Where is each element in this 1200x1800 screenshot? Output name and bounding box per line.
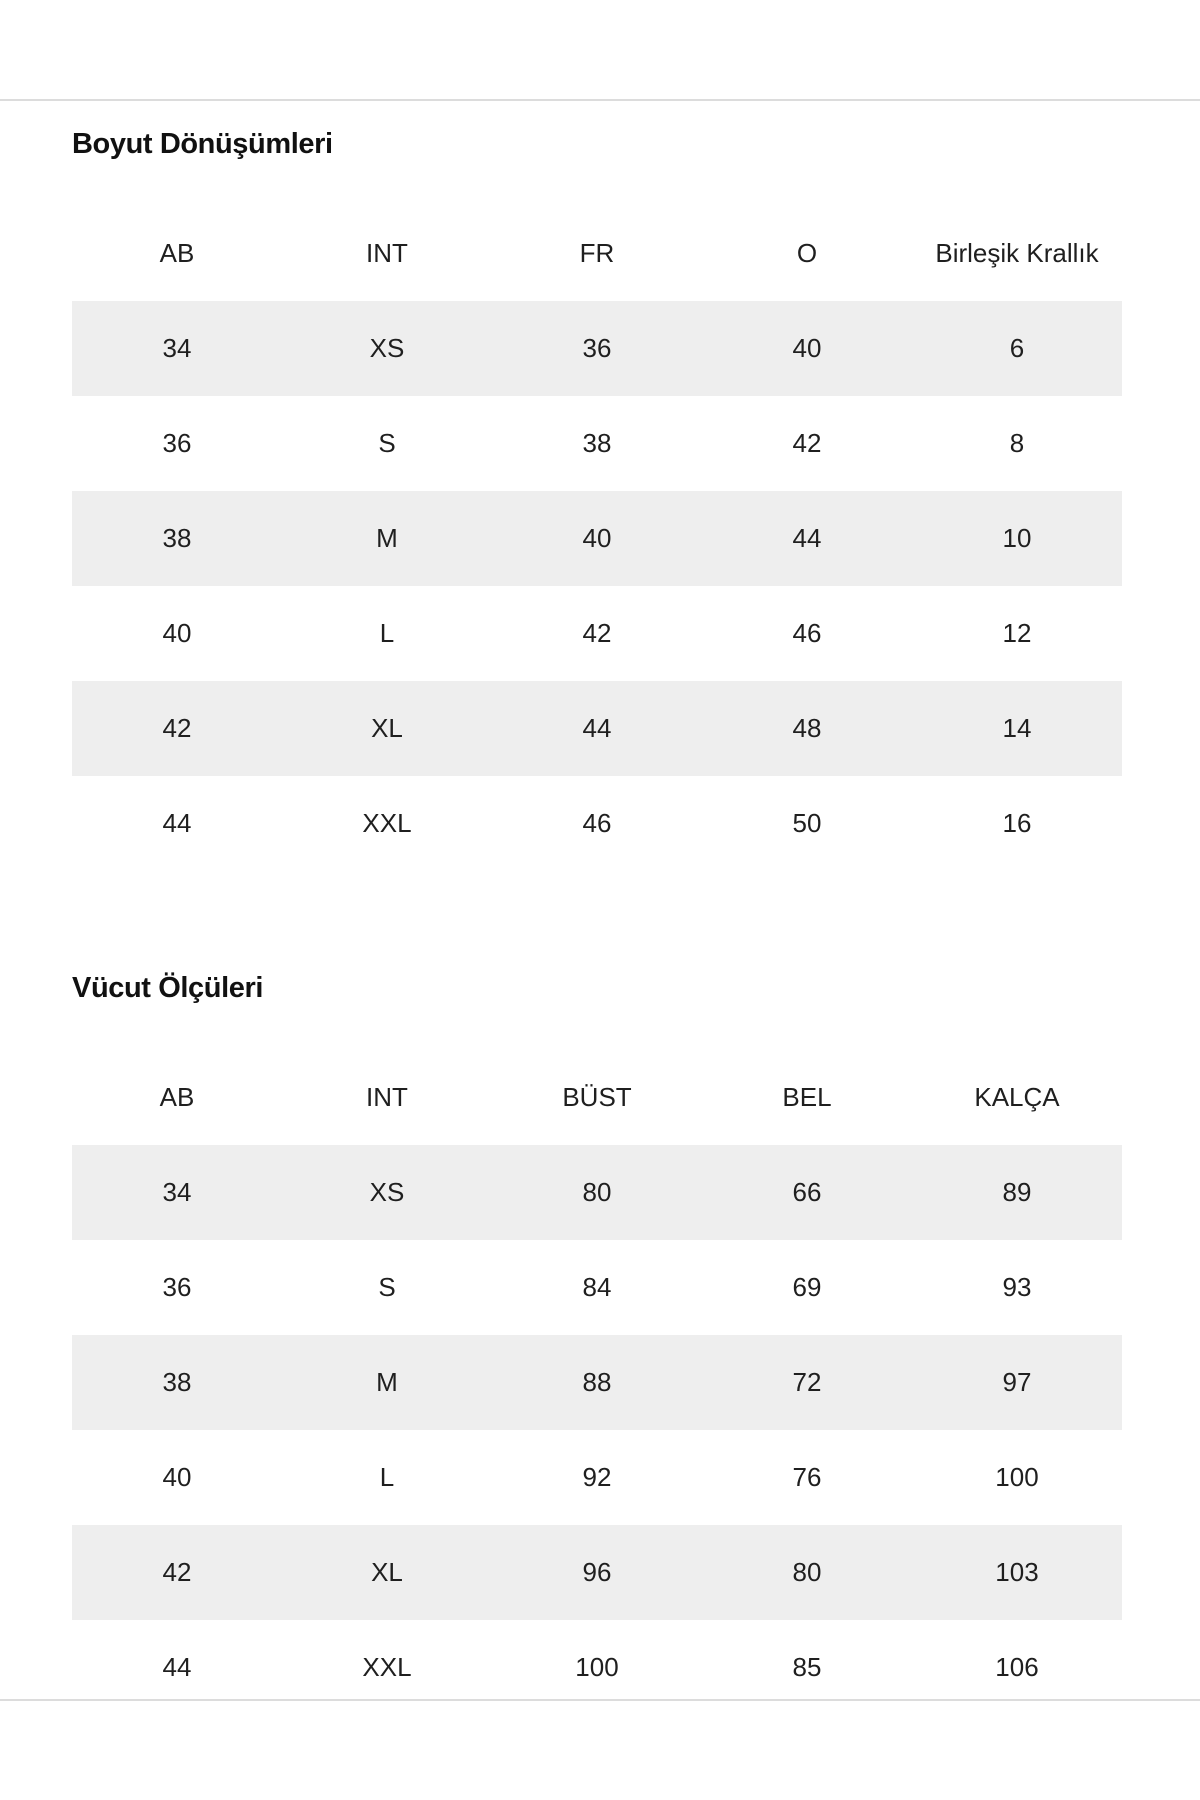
- body-measurements-section: [72, 970, 1122, 1715]
- table-cell: 85: [792, 1652, 822, 1682]
- table-cell: 40: [162, 1462, 192, 1492]
- table-cell: XL: [282, 681, 492, 776]
- column-header-uk: Birleşik Krallık: [935, 238, 1099, 268]
- table-cell: 97: [912, 1335, 1122, 1430]
- table-cell: 106: [995, 1652, 1039, 1682]
- table-cell: 100: [995, 1462, 1039, 1492]
- table-cell: 48: [702, 681, 912, 776]
- table-row: [72, 1145, 1122, 1240]
- table-cell: 80: [702, 1525, 912, 1620]
- table-header-row: [72, 1050, 1122, 1145]
- table-row: [72, 1525, 1122, 1620]
- table-row: [72, 1430, 1122, 1525]
- table-cell: 6: [912, 301, 1122, 396]
- table-cell: XL: [282, 1525, 492, 1620]
- table-cell: 36: [162, 428, 192, 458]
- table-cell: 42: [792, 428, 822, 458]
- table-cell: M: [282, 1335, 492, 1430]
- table-cell: 76: [792, 1462, 822, 1492]
- table-row: [72, 396, 1122, 491]
- table-row: [72, 1335, 1122, 1430]
- table-cell: 46: [792, 618, 822, 648]
- column-header-bust: BÜST: [562, 1082, 632, 1112]
- table-cell: 40: [702, 301, 912, 396]
- table-row: [72, 586, 1122, 681]
- table-cell: 12: [1002, 618, 1032, 648]
- table-cell: 38: [582, 428, 612, 458]
- table-cell: S: [378, 428, 396, 458]
- table-cell: 84: [582, 1272, 612, 1302]
- table-cell: 72: [702, 1335, 912, 1430]
- table-cell: 96: [492, 1525, 702, 1620]
- table-row: [72, 491, 1122, 586]
- table-cell: 42: [72, 681, 282, 776]
- table-cell: 38: [72, 491, 282, 586]
- column-header-o: O: [796, 238, 818, 268]
- body-measurements-table: [72, 1050, 1122, 1715]
- table-cell: 46: [582, 808, 612, 838]
- table-cell: 16: [1002, 808, 1032, 838]
- table-cell: 34: [72, 1145, 282, 1240]
- table-cell: 44: [162, 808, 192, 838]
- top-divider: [0, 99, 1200, 101]
- table-row: [72, 301, 1122, 396]
- table-cell: 42: [72, 1525, 282, 1620]
- table-cell: S: [378, 1272, 396, 1302]
- table-cell: L: [379, 1462, 395, 1492]
- table-cell: 66: [702, 1145, 912, 1240]
- section-title-size-conversions: Boyut Dönüşümleri: [72, 128, 333, 160]
- column-header-int: INT: [366, 238, 408, 268]
- size-conversions-section: [72, 126, 1122, 871]
- column-header-hip: KALÇA: [974, 1082, 1060, 1112]
- bottom-divider: [0, 1699, 1200, 1701]
- table-cell: 42: [582, 618, 612, 648]
- table-cell: 93: [1002, 1272, 1032, 1302]
- table-cell: M: [282, 491, 492, 586]
- table-cell: 36: [162, 1272, 192, 1302]
- table-cell: 92: [582, 1462, 612, 1492]
- table-cell: 14: [912, 681, 1122, 776]
- table-cell: XS: [282, 301, 492, 396]
- table-cell: XXL: [362, 1652, 412, 1682]
- column-header-waist: BEL: [782, 1082, 832, 1112]
- table-cell: 100: [575, 1652, 619, 1682]
- table-cell: 80: [492, 1145, 702, 1240]
- table-cell: 88: [492, 1335, 702, 1430]
- size-conversions-table: [72, 206, 1122, 871]
- table-header-row: [72, 206, 1122, 301]
- table-cell: 40: [162, 618, 192, 648]
- section-title-body-measurements: Vücut Ölçüleri: [72, 972, 263, 1004]
- table-cell: 34: [72, 301, 282, 396]
- table-cell: L: [379, 618, 395, 648]
- column-header-ab: AB: [159, 1082, 195, 1112]
- table-row: [72, 681, 1122, 776]
- table-cell: 44: [162, 1652, 192, 1682]
- table-cell: 44: [702, 491, 912, 586]
- table-cell: 69: [792, 1272, 822, 1302]
- table-cell: 103: [912, 1525, 1122, 1620]
- table-cell: XXL: [362, 808, 412, 838]
- table-row: [72, 1240, 1122, 1335]
- table-cell: 44: [492, 681, 702, 776]
- table-cell: 8: [1009, 428, 1025, 458]
- table-cell: 36: [492, 301, 702, 396]
- table-cell: 50: [792, 808, 822, 838]
- column-header-ab: AB: [159, 238, 195, 268]
- column-header-int: INT: [366, 1082, 408, 1112]
- table-cell: 40: [492, 491, 702, 586]
- table-cell: 89: [912, 1145, 1122, 1240]
- table-cell: XS: [282, 1145, 492, 1240]
- column-header-fr: FR: [579, 238, 615, 268]
- table-cell: 38: [72, 1335, 282, 1430]
- table-row: [72, 776, 1122, 871]
- table-cell: 10: [912, 491, 1122, 586]
